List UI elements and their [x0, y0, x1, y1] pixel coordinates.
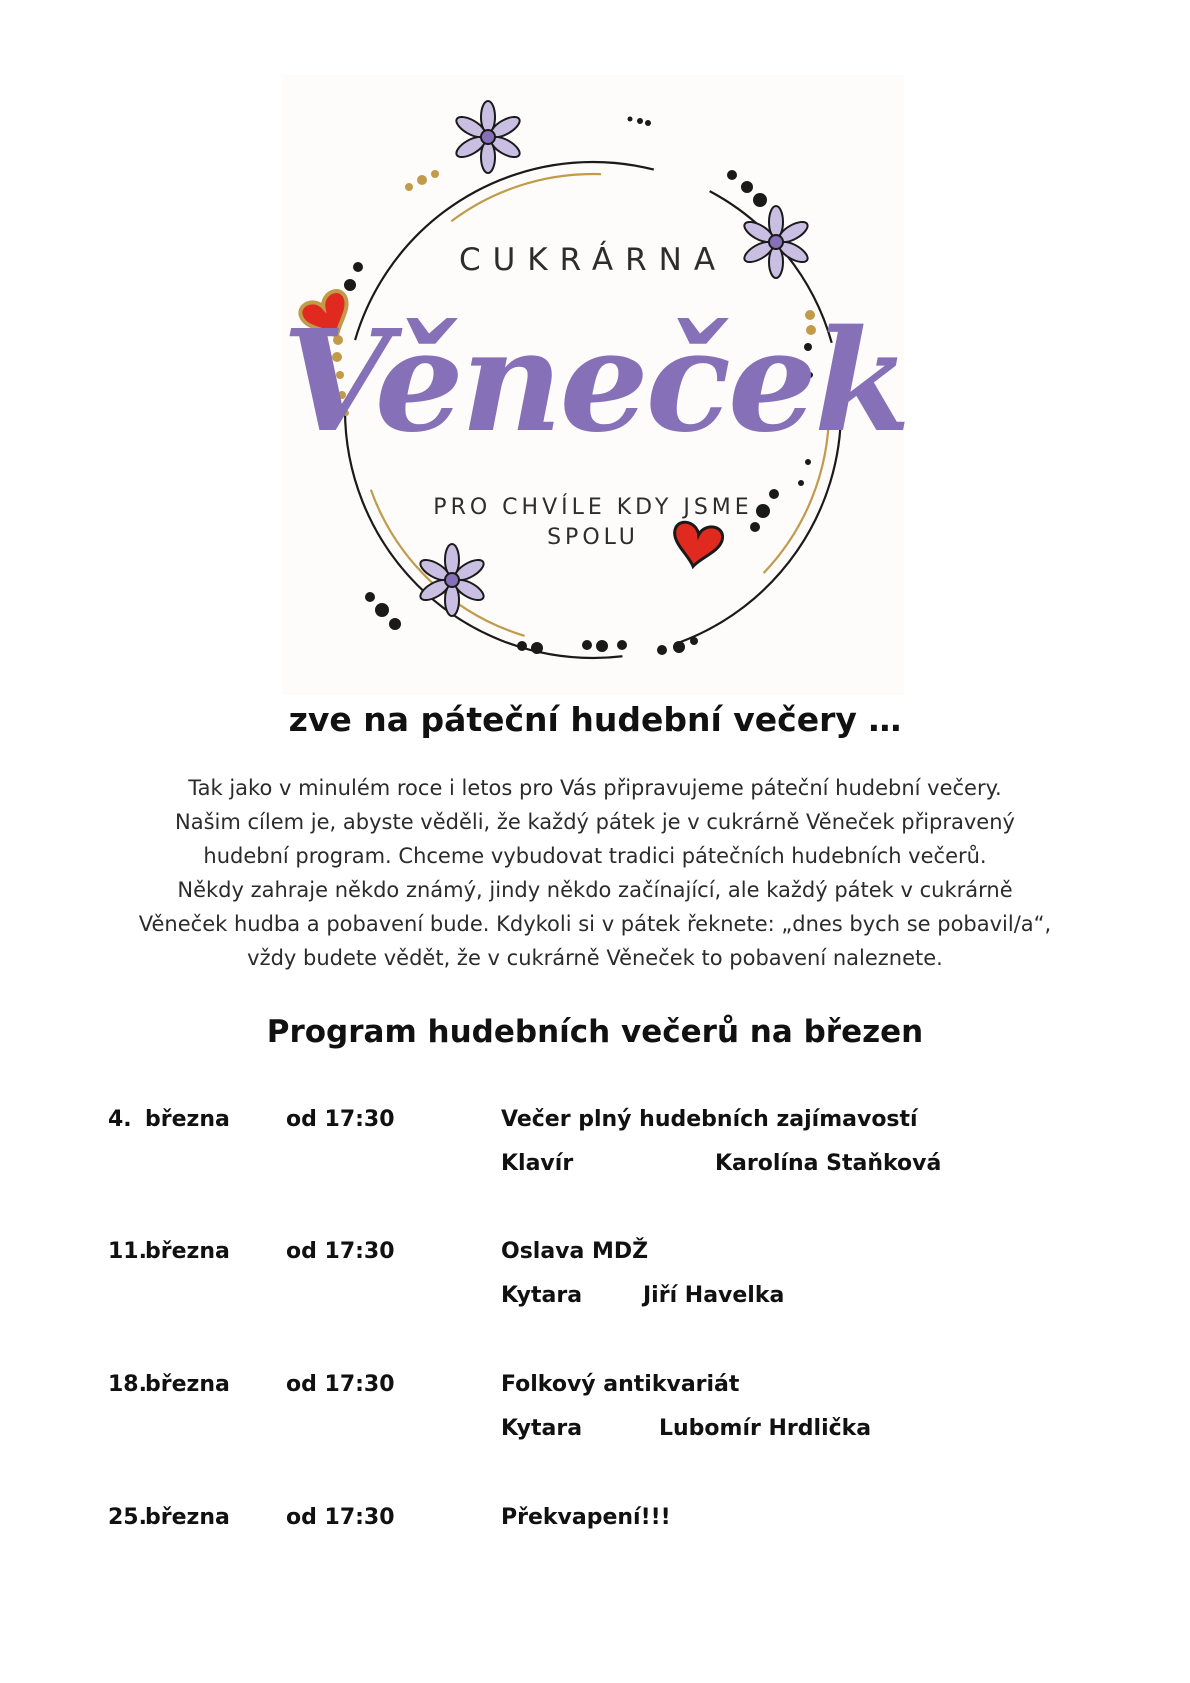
event-performer: Jiří Havelka	[643, 1283, 785, 1308]
event-month: března	[145, 1372, 230, 1397]
event-month: března	[145, 1505, 230, 1530]
intro-line: Někdy zahraje někdo známý, jindy někdo začínající, ale každý pátek v cukrárně	[177, 878, 1013, 902]
event-instrument: Kytara	[501, 1283, 583, 1308]
event-performer: Karolína Staňková	[715, 1151, 942, 1176]
intro-line: Našim cílem je, abyste věděli, že každý pátek je v cukrárně Věneček připravený	[175, 810, 1015, 834]
logo-tagline-line: SPOLU	[547, 525, 639, 550]
event-day: 4.	[108, 1107, 132, 1132]
event-time: od 17:30	[286, 1239, 395, 1264]
event-title: Překvapení!!!	[501, 1505, 671, 1530]
intro-line: hudební program. Chceme vybudovat tradici pátečních hudebních večerů.	[203, 844, 987, 868]
flower-top-icon	[453, 101, 522, 173]
intro-line: Věneček hudba a pobavení bude. Kdykoli si v pátek řeknete: „dnes bych se pobavil/a“,	[138, 912, 1052, 936]
event-day: 25.	[108, 1505, 147, 1530]
logo-script-name: Věneček	[282, 300, 909, 464]
intro-line: Tak jako v minulém roce i letos pro Vás připravujeme páteční hudební večery.	[188, 776, 1002, 800]
intro-paragraph	[60, 771, 1130, 975]
event-instrument: Klavír	[501, 1151, 574, 1176]
program-title: Program hudebních večerů na březen	[266, 1014, 924, 1050]
event-title: Folkový antikvariát	[501, 1372, 740, 1397]
event-day: 18.	[108, 1372, 147, 1397]
event-day: 11.	[108, 1239, 147, 1264]
intro-line: vždy budete vědět, že v cukrárně Věneček to pobavení naleznete.	[247, 946, 943, 970]
logo-tagline-line: PRO CHVÍLE KDY JSME	[433, 495, 753, 520]
event-title: Večer plný hudebních zajímavostí	[501, 1107, 918, 1132]
event-time: od 17:30	[286, 1505, 395, 1530]
logo	[282, 75, 909, 695]
event-title: Oslava MDŽ	[501, 1239, 649, 1264]
event-month: března	[145, 1239, 230, 1264]
event-instrument: Kytara	[501, 1416, 583, 1441]
event-performer: Lubomír Hrdlička	[659, 1416, 872, 1441]
event-time: od 17:30	[286, 1372, 395, 1397]
logo-tagline	[382, 493, 804, 553]
event-time: od 17:30	[286, 1107, 395, 1132]
logo-top-text: CUKRÁRNA	[458, 242, 728, 278]
event-month: března	[145, 1107, 230, 1132]
headline: zve na páteční hudební večery …	[288, 700, 902, 739]
